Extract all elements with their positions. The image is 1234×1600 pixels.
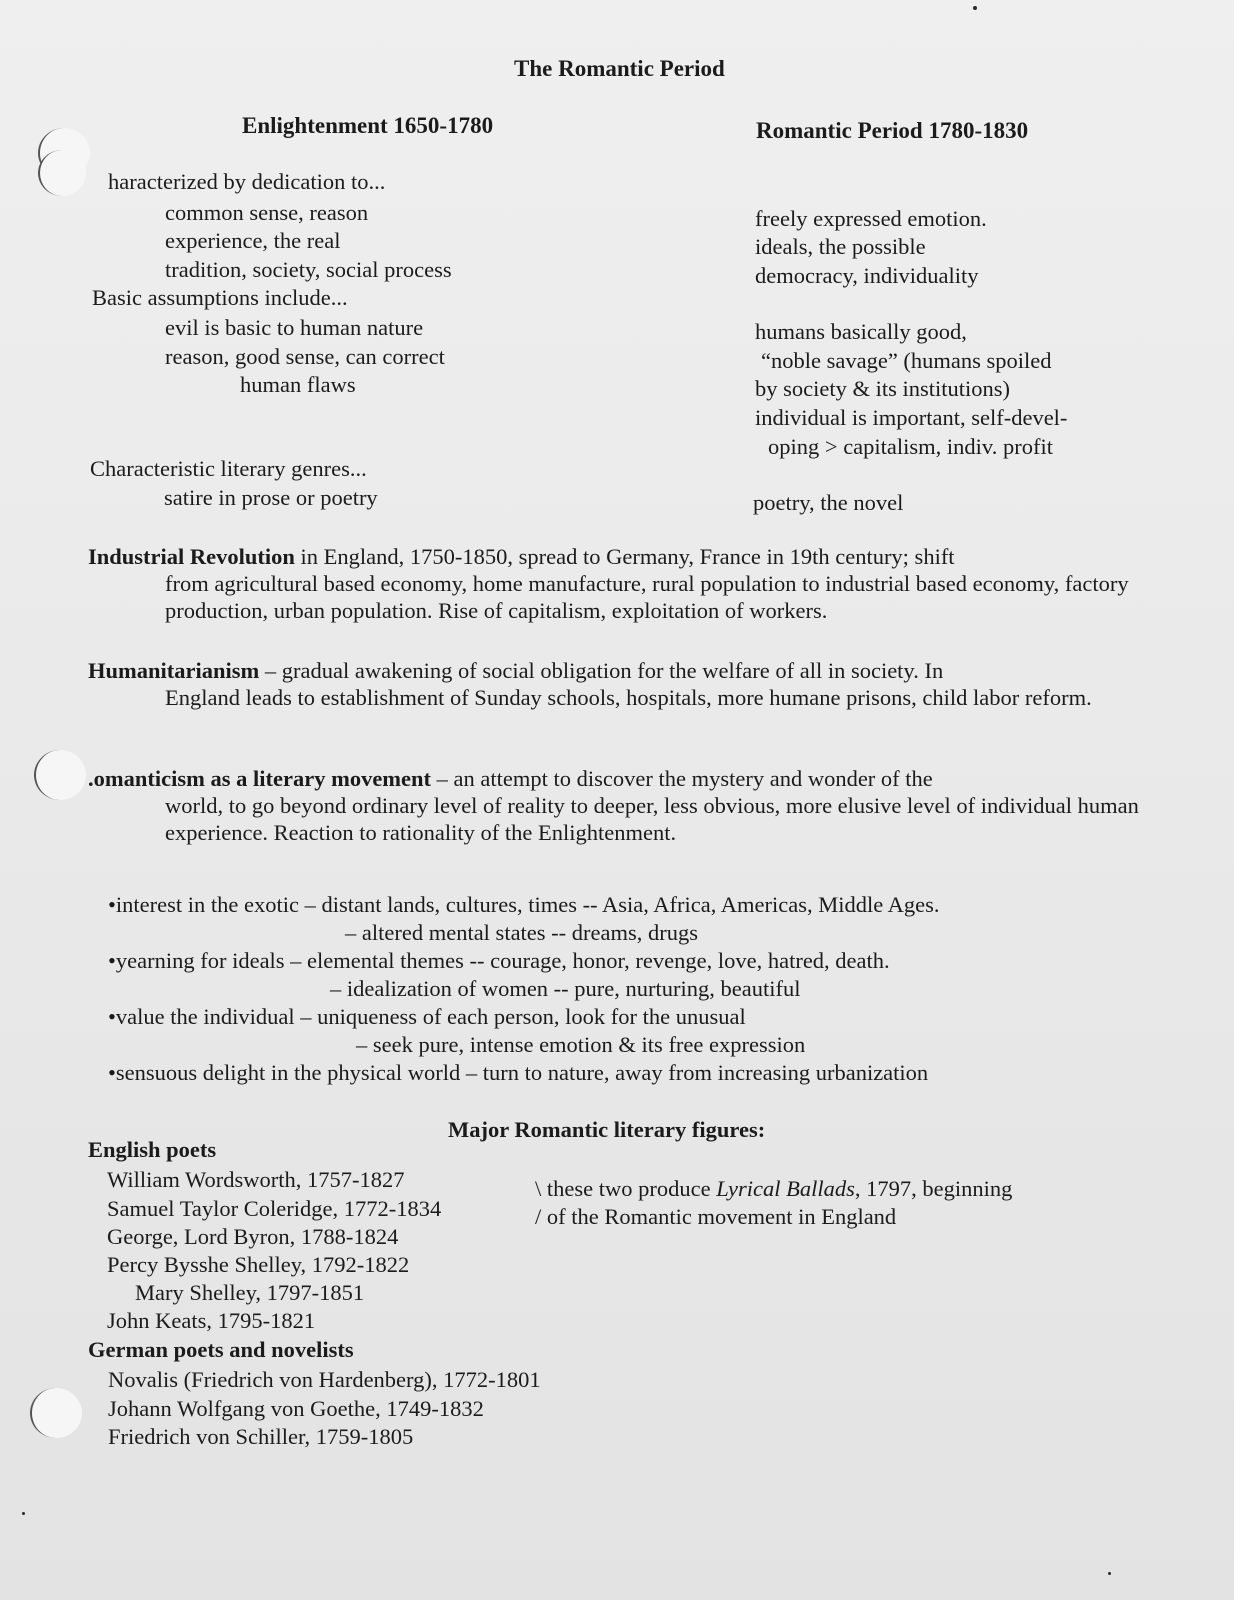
industrial-rest: from agricultural based economy, home manufacture, rural population to industrial based economy, factory production, urban population. Rise of capitalism, exploitation of workers. bbox=[165, 571, 1129, 623]
industrial-paragraph bbox=[88, 543, 1183, 624]
humanitarianism-rest: England leads to establishment of Sunday schools, hospitals, more humane prisons, child labor reform. bbox=[165, 685, 1092, 710]
page-title: The Romantic Period bbox=[514, 56, 725, 81]
humanitarianism-term: Humanitarianism bbox=[88, 658, 260, 683]
bullet-subitem: – idealization of women -- pure, nurturing, beautiful bbox=[330, 976, 801, 1001]
punch-hole-icon bbox=[34, 750, 86, 800]
poet-name: Samuel Taylor Coleridge, 1772-1834 bbox=[107, 1196, 442, 1221]
industrial-term: Industrial Revolution bbox=[88, 544, 295, 569]
enlightenment-item: tradition, society, social process bbox=[165, 257, 452, 282]
romanticism-rest: world, to go beyond ordinary level of reality to deeper, less obvious, more elusive level of individual human experience. Reaction to rationality of the Enlightenment. bbox=[165, 793, 1139, 845]
lyrical-ballads-note-line2: / of the Romantic movement in England bbox=[535, 1204, 897, 1229]
enlightenment-assumption: reason, good sense, can correct bbox=[165, 344, 445, 369]
bullet-subitem: – seek pure, intense emotion & its free expression bbox=[356, 1032, 806, 1057]
romantic-item: freely expressed emotion. bbox=[755, 206, 987, 231]
humanitarianism-paragraph bbox=[88, 657, 1183, 711]
romanticism-paragraph bbox=[88, 765, 1183, 846]
romanticism-text: – an attempt to discover the mystery and wonder of the bbox=[431, 766, 933, 791]
poet-name: Novalis (Friedrich von Hardenberg), 1772-1801 bbox=[108, 1367, 541, 1392]
genres-label: Characteristic literary genres... bbox=[90, 456, 367, 481]
romantic-genres: poetry, the novel bbox=[753, 490, 904, 515]
english-poets-heading: English poets bbox=[88, 1137, 217, 1162]
lyrical-ballads-title: Lyrical Ballads bbox=[716, 1176, 855, 1201]
bullet-item: •sensuous delight in the physical world – turn to nature, away from increasing urbanization bbox=[108, 1060, 929, 1085]
punch-hole-icon bbox=[38, 150, 86, 196]
enlightenment-assumption: evil is basic to human nature bbox=[165, 315, 424, 340]
lyrical-ballads-note bbox=[535, 1175, 1012, 1202]
humanitarianism-text: – gradual awakening of social obligation for the welfare of all in society. In bbox=[259, 658, 944, 683]
romantic-assumption: “noble savage” (humans spoiled bbox=[761, 348, 1052, 373]
speck bbox=[1108, 1572, 1111, 1575]
poet-name: Friedrich von Schiller, 1759-1805 bbox=[108, 1424, 414, 1449]
german-poets-heading: German poets and novelists bbox=[88, 1337, 354, 1362]
bullet-item: •value the individual – uniqueness of each person, look for the unusual bbox=[108, 1004, 746, 1029]
punch-hole-icon bbox=[30, 1388, 82, 1438]
enlightenment-item: experience, the real bbox=[165, 228, 341, 253]
figures-heading: Major Romantic literary figures: bbox=[448, 1117, 766, 1142]
note-suffix: , 1797, beginning bbox=[854, 1176, 1013, 1201]
romanticism-term: .omanticism as a literary movement bbox=[88, 766, 432, 791]
speck bbox=[973, 6, 977, 10]
poet-name: William Wordsworth, 1757-1827 bbox=[107, 1167, 405, 1192]
assumptions-label: Basic assumptions include... bbox=[92, 285, 348, 310]
romantic-heading: Romantic Period 1780-1830 bbox=[756, 118, 1029, 143]
speck bbox=[22, 1512, 25, 1515]
note-prefix: \ these two produce bbox=[535, 1176, 717, 1201]
enlightenment-heading: Enlightenment 1650-1780 bbox=[242, 113, 494, 138]
bullet-item: •interest in the exotic – distant lands, cultures, times -- Asia, Africa, Americas, Middle Ages. bbox=[108, 892, 940, 917]
bullet-subitem: – altered mental states -- dreams, drugs bbox=[345, 920, 699, 945]
industrial-text: in England, 1750-1850, spread to Germany, France in 19th century; shift bbox=[294, 544, 955, 569]
bullet-item: •yearning for ideals – elemental themes -- courage, honor, revenge, love, hatred, death. bbox=[108, 948, 890, 973]
romantic-item: ideals, the possible bbox=[755, 234, 926, 259]
enlightenment-genres: satire in prose or poetry bbox=[164, 485, 378, 510]
romantic-assumption: humans basically good, bbox=[755, 319, 967, 344]
enlightenment-assumption: human flaws bbox=[240, 372, 356, 397]
romantic-item: democracy, individuality bbox=[755, 263, 979, 288]
romantic-assumption: oping > capitalism, indiv. profit bbox=[768, 434, 1053, 459]
poet-name: John Keats, 1795-1821 bbox=[107, 1308, 316, 1333]
poet-name: Johann Wolfgang von Goethe, 1749-1832 bbox=[108, 1396, 484, 1421]
poet-name: George, Lord Byron, 1788-1824 bbox=[107, 1224, 399, 1249]
romantic-assumption: by society & its institutions) bbox=[755, 376, 1011, 401]
enlightenment-item: common sense, reason bbox=[165, 200, 369, 225]
poet-name: Percy Bysshe Shelley, 1792-1822 bbox=[107, 1252, 410, 1277]
poet-name: Mary Shelley, 1797-1851 bbox=[135, 1280, 365, 1305]
enlightenment-intro: haracterized by dedication to... bbox=[108, 169, 386, 194]
romantic-assumption: individual is important, self-devel- bbox=[755, 405, 1068, 430]
